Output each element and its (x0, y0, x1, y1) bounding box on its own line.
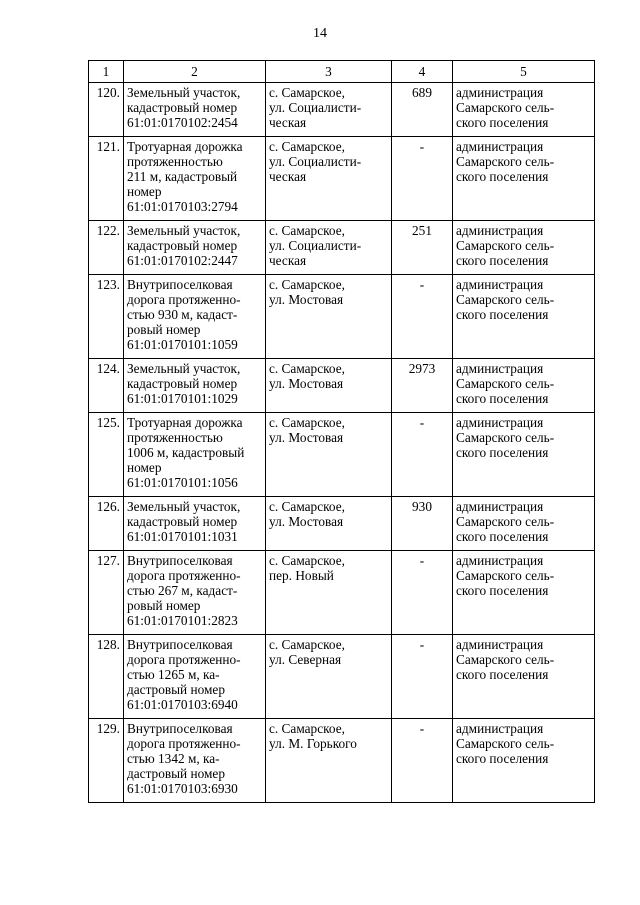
object-address (266, 551, 392, 635)
object-description (124, 83, 266, 137)
row-number: 122. (89, 221, 124, 275)
object-description-line: 1006 м, кадастровый (127, 445, 245, 460)
object-description-line: протяженностью (127, 430, 223, 445)
row-number: 129. (89, 719, 124, 803)
object-description-line: дорога протяженно- (127, 292, 241, 307)
row-number: 120. (89, 83, 124, 137)
object-address-line: с. Самарское, (269, 415, 345, 430)
table-row (89, 221, 595, 275)
object-description-line: ровый номер (127, 598, 201, 613)
object-owner-line: Самарского сель- (456, 376, 555, 391)
object-owner (453, 137, 595, 221)
object-description-line: кадастровый номер (127, 514, 238, 529)
row-number: 126. (89, 497, 124, 551)
object-address-line: с. Самарское, (269, 499, 345, 514)
object-owner-line: администрация (456, 721, 544, 736)
table-row (89, 83, 595, 137)
object-address-line: ул. Мостовая (269, 514, 344, 529)
object-owner-line: администрация (456, 361, 544, 376)
object-owner-line: Самарского сель- (456, 100, 555, 115)
object-owner (453, 359, 595, 413)
object-address-line: с. Самарское, (269, 721, 345, 736)
object-description-line: кадастровый номер (127, 238, 238, 253)
object-description-line: дастровый номер (127, 682, 225, 697)
column-header-3: 3 (266, 61, 392, 83)
object-description-line: дастровый номер (127, 766, 225, 781)
object-area: 689 (392, 83, 453, 137)
object-address-line: ул. М. Горького (269, 736, 357, 751)
object-description (124, 359, 266, 413)
row-number: 124. (89, 359, 124, 413)
object-owner-line: администрация (456, 415, 544, 430)
object-owner (453, 497, 595, 551)
object-owner-line: ского поселения (456, 115, 549, 130)
object-description-line: стью 1342 м, ка- (127, 751, 220, 766)
object-address (266, 137, 392, 221)
object-area: 2973 (392, 359, 453, 413)
object-address (266, 635, 392, 719)
object-owner (453, 275, 595, 359)
object-address-line: с. Самарское, (269, 637, 345, 652)
object-address-line: с. Самарское, (269, 85, 345, 100)
object-description-line: Тротуарная дорожка (127, 139, 243, 154)
object-address (266, 719, 392, 803)
table-row (89, 359, 595, 413)
object-description (124, 221, 266, 275)
object-owner-line: ского поселения (456, 751, 549, 766)
object-description-line: 61:01:0170101:1031 (127, 529, 238, 544)
table-header-row (89, 61, 595, 83)
object-description-line: 61:01:0170101:1056 (127, 475, 238, 490)
object-description (124, 719, 266, 803)
object-description-line: Внутрипоселковая (127, 637, 233, 652)
object-description-line: кадастровый номер (127, 100, 238, 115)
object-owner-line: администрация (456, 139, 544, 154)
object-description-line: 61:01:0170101:1029 (127, 391, 238, 406)
object-area: - (392, 635, 453, 719)
table-row (89, 137, 595, 221)
object-owner-line: ского поселения (456, 307, 549, 322)
object-description (124, 497, 266, 551)
object-description-line: Земельный участок, (127, 499, 241, 514)
object-description-line: дорога протяженно- (127, 736, 241, 751)
object-address (266, 275, 392, 359)
object-owner-line: ского поселения (456, 253, 549, 268)
object-owner-line: Самарского сель- (456, 736, 555, 751)
object-owner-line: Самарского сель- (456, 514, 555, 529)
row-number: 125. (89, 413, 124, 497)
object-address (266, 497, 392, 551)
column-header-2: 2 (124, 61, 266, 83)
object-owner-line: администрация (456, 553, 544, 568)
object-owner-line: администрация (456, 637, 544, 652)
object-address (266, 413, 392, 497)
object-description (124, 275, 266, 359)
object-description-line: стью 267 м, кадаст- (127, 583, 238, 598)
object-owner-line: Самарского сель- (456, 430, 555, 445)
object-description (124, 551, 266, 635)
column-header-4: 4 (392, 61, 453, 83)
table-row (89, 719, 595, 803)
object-address (266, 359, 392, 413)
object-owner (453, 551, 595, 635)
table-row (89, 551, 595, 635)
object-description-line: 61:01:0170103:6930 (127, 781, 238, 796)
object-address-line: с. Самарское, (269, 139, 345, 154)
object-address-line: ул. Мостовая (269, 292, 344, 307)
object-owner (453, 413, 595, 497)
object-owner-line: Самарского сель- (456, 238, 555, 253)
object-area: - (392, 413, 453, 497)
object-owner-line: ского поселения (456, 169, 549, 184)
object-description-line: стью 1265 м, ка- (127, 667, 220, 682)
object-description-line: 61:01:0170103:6940 (127, 697, 238, 712)
row-number: 128. (89, 635, 124, 719)
property-registry-table (88, 60, 595, 803)
object-description-line: протяженностью (127, 154, 223, 169)
row-number: 127. (89, 551, 124, 635)
object-description-line: Тротуарная дорожка (127, 415, 243, 430)
object-owner-line: администрация (456, 85, 544, 100)
object-description (124, 635, 266, 719)
table-row (89, 635, 595, 719)
object-description (124, 137, 266, 221)
object-description-line: кадастровый номер (127, 376, 238, 391)
object-address-line: ул. Мостовая (269, 376, 344, 391)
row-number: 121. (89, 137, 124, 221)
object-address-line: ул. Северная (269, 652, 342, 667)
object-description-line: 211 м, кадастровый (127, 169, 238, 184)
object-area: - (392, 719, 453, 803)
object-area: - (392, 551, 453, 635)
object-address-line: ческая (269, 115, 307, 130)
object-address (266, 221, 392, 275)
object-address (266, 83, 392, 137)
object-description-line: дорога протяженно- (127, 652, 241, 667)
object-owner-line: Самарского сель- (456, 652, 555, 667)
object-owner-line: Самарского сель- (456, 154, 555, 169)
table-row (89, 275, 595, 359)
object-description-line: 61:01:0170102:2447 (127, 253, 238, 268)
object-description (124, 413, 266, 497)
object-owner (453, 635, 595, 719)
object-owner-line: администрация (456, 223, 544, 238)
object-address-line: ул. Социалисти- (269, 100, 362, 115)
object-owner (453, 719, 595, 803)
object-owner (453, 221, 595, 275)
object-owner-line: Самарского сель- (456, 292, 555, 307)
table-row (89, 413, 595, 497)
object-description-line: стью 930 м, кадаст- (127, 307, 238, 322)
object-description-line: 61:01:0170102:2454 (127, 115, 238, 130)
object-owner-line: ского поселения (456, 391, 549, 406)
object-description-line: номер (127, 460, 162, 475)
object-description-line: Земельный участок, (127, 223, 241, 238)
object-description-line: ровый номер (127, 322, 201, 337)
object-description-line: 61:01:0170101:2823 (127, 613, 238, 628)
object-owner-line: администрация (456, 499, 544, 514)
object-description-line: 61:01:0170101:1059 (127, 337, 238, 352)
object-owner-line: ского поселения (456, 445, 549, 460)
object-address-line: пер. Новый (269, 568, 334, 583)
object-owner (453, 83, 595, 137)
object-address-line: ул. Мостовая (269, 430, 344, 445)
table-row (89, 497, 595, 551)
object-owner-line: Самарского сель- (456, 568, 555, 583)
object-owner-line: ского поселения (456, 529, 549, 544)
object-description-line: 61:01:0170103:2794 (127, 199, 238, 214)
object-address-line: с. Самарское, (269, 553, 345, 568)
object-description-line: номер (127, 184, 162, 199)
object-owner-line: администрация (456, 277, 544, 292)
object-area: - (392, 275, 453, 359)
page-number: 14 (313, 26, 327, 41)
object-description-line: Внутрипоселковая (127, 721, 233, 736)
column-header-1: 1 (89, 61, 124, 83)
object-address-line: с. Самарское, (269, 361, 345, 376)
object-area: 930 (392, 497, 453, 551)
object-area: - (392, 137, 453, 221)
object-description-line: Внутрипоселковая (127, 277, 233, 292)
object-description-line: Земельный участок, (127, 85, 241, 100)
column-header-5: 5 (453, 61, 595, 83)
object-description-line: Земельный участок, (127, 361, 241, 376)
object-address-line: ческая (269, 253, 307, 268)
object-description-line: дорога протяженно- (127, 568, 241, 583)
row-number: 123. (89, 275, 124, 359)
object-address-line: с. Самарское, (269, 277, 345, 292)
object-description-line: Внутрипоселковая (127, 553, 233, 568)
object-owner-line: ского поселения (456, 667, 549, 682)
object-area: 251 (392, 221, 453, 275)
object-address-line: ул. Социалисти- (269, 154, 362, 169)
object-address-line: ул. Социалисти- (269, 238, 362, 253)
object-address-line: с. Самарское, (269, 223, 345, 238)
object-address-line: ческая (269, 169, 307, 184)
object-owner-line: ского поселения (456, 583, 549, 598)
